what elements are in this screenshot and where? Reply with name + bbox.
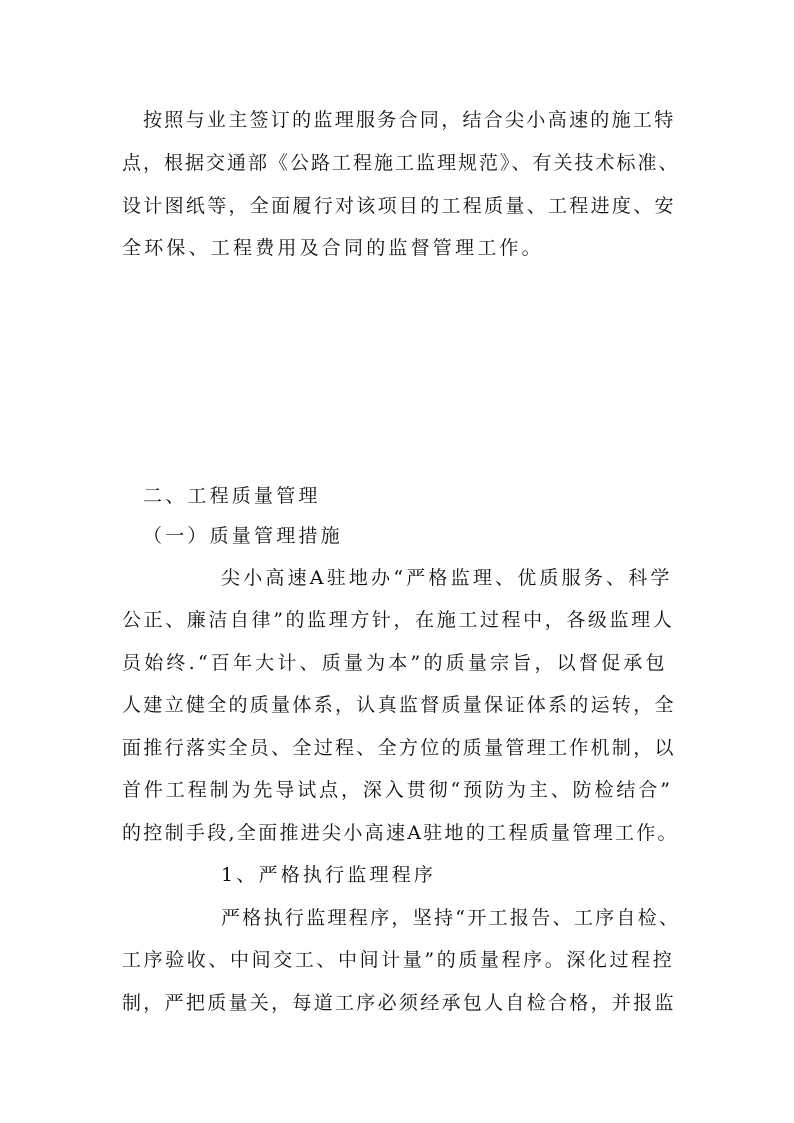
item1-heading: 1、严格执行监理程序 <box>221 864 437 886</box>
intro-line-4: 全环保、工程费用及合同的监督管理工作。 <box>122 237 544 259</box>
para1-line-5: 面推行落实全员、全过程、全方位的质量管理工作机制，以 <box>122 737 676 759</box>
item1-line-1: 严格执行监理程序，坚持“开工报告、工序自检、 <box>221 907 681 929</box>
item1-line-2: 工序验收、中间交工、中间计量”的质量程序。深化过程控 <box>122 949 675 971</box>
subsection-heading: （一）质量管理措施 <box>143 525 343 547</box>
item1-line-3: 制，严把质量关，每道工序必须经承包人自检合格，并报监 <box>122 992 676 1014</box>
para1-line-7: 的控制手段,全面推进尖小高速A驻地的工程质量管理工作。 <box>122 822 679 844</box>
para1-line-3: 员始终.“百年大计、质量为本”的质量宗旨，以督促承包 <box>122 652 668 674</box>
para1-line-6: 首件工程制为先导试点，深入贯彻“预防为主、防检结合” <box>122 779 673 801</box>
intro-line-2: 点，根据交通部《公路工程施工监理规范》、有关技术标准、 <box>122 152 680 174</box>
section-heading: 二、工程质量管理 <box>143 485 321 507</box>
para1-line-2: 公正、廉洁自律”的监理方针，在施工过程中，各级监理人 <box>122 609 675 631</box>
para1-line-1: 尖小高速A驻地办“严格监理、优质服务、科学 <box>221 567 673 589</box>
intro-line-1: 按照与业主签订的监理服务合同，结合尖小高速的施工特 <box>143 109 676 131</box>
intro-line-3: 设计图纸等，全面履行对该项目的工程质量、工程进度、安 <box>122 195 676 217</box>
para1-line-4: 人建立健全的质量体系，认真监督质量保证体系的运转，全 <box>122 694 676 716</box>
